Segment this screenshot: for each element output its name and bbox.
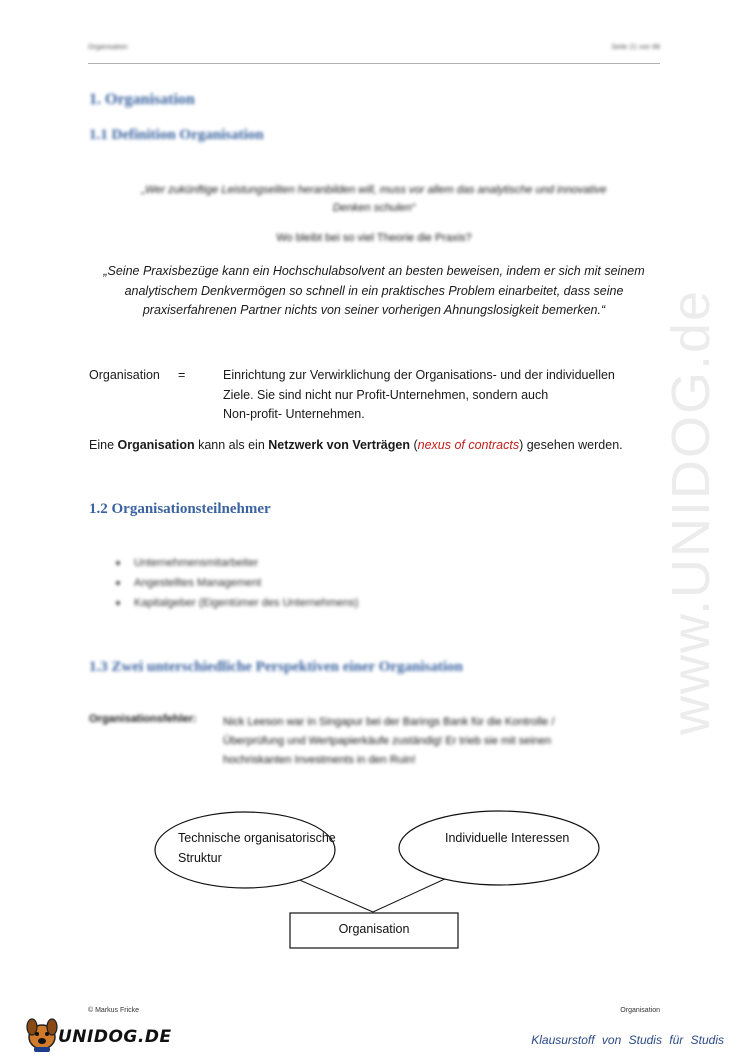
org-error-label: Organisationsfehler: — [89, 713, 197, 725]
list-item-label: Kapitalgeber (Eigentümer des Unternehmens) — [134, 597, 359, 609]
org-error-line-2: Überprüfung und Wertpapierkäufe zuständig! Er trieb sie mit seinen — [223, 735, 552, 747]
bullet-icon — [116, 561, 120, 565]
right-ellipse — [399, 811, 599, 885]
watermark: www.UNIDOG.de — [661, 288, 721, 735]
org-error-line-1: Nick Leeson war in Singapur bei der Barings Bank für die Kontrolle / — [223, 716, 555, 728]
quote-1 — [88, 181, 660, 217]
definition-line-3: Non-profit- Unternehmen. — [223, 407, 365, 421]
dog-logo-icon — [22, 1013, 62, 1053]
definition-line-2: Ziele. Sie sind nicht nur Profit-Unternehmen, sondern auch — [223, 387, 549, 402]
definition-term: Organisation — [89, 368, 160, 382]
footer-right: Organisation — [620, 1007, 660, 1014]
footer-slogan: Klausurstoff von Studis für Studis — [531, 1033, 724, 1047]
definition-text — [223, 366, 615, 425]
header-right: Seite 21 von 98 — [611, 44, 660, 51]
right-ellipse-label: Individuelle Interessen — [445, 831, 570, 845]
list-item — [116, 553, 358, 573]
quote-2-line-3: praxiserfahrenen Partner nichts von seiner vorherigen Ahnungslosigkeit bemerken.“ — [142, 303, 606, 317]
sentence-pre: Eine — [89, 438, 118, 452]
section-1-title: 1. Organisation — [89, 91, 195, 108]
quote-2-line-2: analytischem Denkvermögen so schnell in ein praktisches Problem einarbeitet, dass seine — [124, 283, 624, 298]
participants-list — [116, 553, 358, 613]
left-ellipse — [155, 812, 335, 888]
header-left: Organisation — [88, 44, 128, 51]
sentence-bold-network: Netzwerk von Verträgen — [268, 438, 410, 452]
sentence-red-nexus: nexus of contracts — [417, 438, 520, 452]
question-text: Wo bleibt bei so viel Theorie die Praxis? — [276, 232, 472, 244]
quote-2 — [88, 262, 660, 321]
sentence-mid: kann als ein — [194, 438, 269, 452]
definition-line-1: Einrichtung zur Verwirklichung der Organisations- und der individuellen — [223, 368, 615, 382]
network-sentence — [89, 436, 623, 456]
box-label: Organisation — [338, 922, 410, 936]
connector-left — [295, 878, 373, 912]
list-item-label: Unternehmensmitarbeiter — [134, 557, 259, 569]
header-divider — [88, 63, 660, 64]
quote-1-line-2: Denken schulen“ — [332, 202, 416, 214]
quote-1-line-1: „Wer zukünftige Leistungseliten heranbilden will, muss vor allem das analytische und innovative — [141, 184, 607, 196]
list-item — [116, 573, 358, 593]
bullet-icon — [116, 581, 120, 585]
footer-logo-text: UNIDOG.DE — [58, 1027, 172, 1047]
left-ellipse-line-1: Technische organisatorische — [178, 831, 336, 845]
org-error-text — [223, 713, 554, 770]
sentence-post: ) gesehen werden. — [519, 438, 623, 452]
quote-2-line-1: „Seine Praxisbezüge kann ein Hochschulabsolvent an besten beweisen, indem er sich mit seinem — [103, 264, 645, 278]
bullet-icon — [116, 601, 120, 605]
list-item — [116, 593, 358, 613]
left-ellipse-line-2: Struktur — [178, 851, 222, 865]
sentence-open: ( — [409, 438, 418, 452]
section-1-3-title: 1.3 Zwei unterschiedliche Perspektiven einer Organisation — [89, 659, 463, 675]
footer-copyright: © Markus Fricke — [88, 1007, 140, 1014]
section-1-1-title: 1.1 Definition Organisation — [89, 127, 264, 143]
sentence-bold-organisation: Organisation — [117, 438, 195, 452]
section-1-2-title: 1.2 Organisationsteilnehmer — [89, 501, 271, 517]
org-error-line-3: hochriskanten Investments in den Ruin! — [223, 754, 416, 766]
organisation-diagram — [140, 808, 620, 958]
definition-equals: = — [178, 368, 186, 382]
list-item-label: Angestelltes Management — [134, 577, 262, 589]
